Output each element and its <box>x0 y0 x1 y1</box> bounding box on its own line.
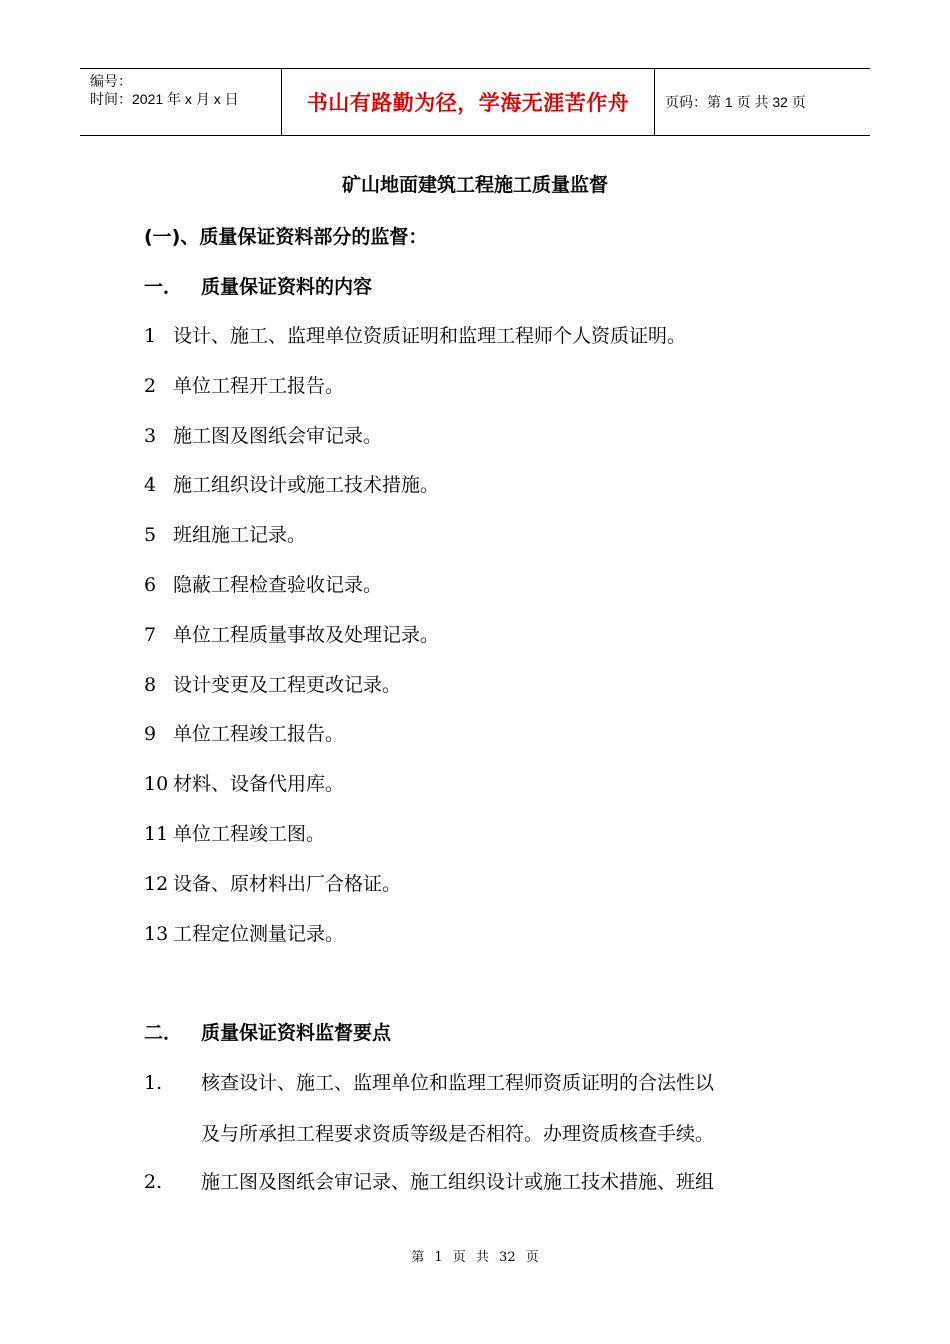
point-number: 1. <box>144 1072 163 1094</box>
section-number: 一． <box>144 276 183 298</box>
list-item <box>144 371 344 398</box>
list-item-number: 11 <box>144 823 169 845</box>
header-motto-cell <box>281 69 655 135</box>
header-table <box>80 68 870 136</box>
list-item <box>144 719 344 746</box>
section-title: 质量保证资料监督要点 <box>201 1022 392 1044</box>
list-item-text: 班组施工记录。 <box>173 524 307 546</box>
list-item-text: 施工图及图纸会审记录。 <box>173 425 383 447</box>
list-item-text: 工程定位测量记录。 <box>173 923 345 945</box>
section-title: 质量保证资料的内容 <box>201 276 373 298</box>
section-number: 二． <box>144 1022 183 1044</box>
list-item-number: 2 <box>144 375 157 397</box>
list-item-text: 设计、施工、监理单位资质证明和监理工程师个人资质证明。 <box>173 325 687 347</box>
page-footer: 第 1 页 共 32 页 <box>411 1250 539 1265</box>
list-item-text: 单位工程开工报告。 <box>173 375 345 397</box>
list-item <box>144 570 382 597</box>
list-item-number: 3 <box>144 425 157 447</box>
header-left-cell <box>80 69 281 135</box>
part-heading: (一)、质量保证资料部分的监督： <box>144 226 428 248</box>
list-item-number: 13 <box>144 923 169 945</box>
list-item <box>144 819 325 846</box>
list-item-number: 9 <box>144 723 157 745</box>
point-text: 施工图及图纸会审记录、施工组织设计或施工技术措施、班组 <box>201 1171 715 1193</box>
list-item-number: 7 <box>144 624 157 646</box>
list-item-text: 隐蔽工程检查验收记录。 <box>173 574 383 596</box>
list-item-number: 4 <box>144 474 157 496</box>
list-item <box>144 520 306 547</box>
list-item-number: 8 <box>144 674 157 696</box>
section-heading-2 <box>144 1018 391 1045</box>
list-item <box>144 620 439 647</box>
page-info: 页码：第 1 页 共 32 页 <box>665 94 806 110</box>
list-item <box>144 869 401 896</box>
list-item-number: 5 <box>144 524 157 546</box>
point-1-continuation: 及与所承担工程要求资质等级是否相符。办理资质核查手续。 <box>201 1123 715 1145</box>
list-item <box>144 670 401 697</box>
list-item-text: 单位工程竣工图。 <box>173 823 326 845</box>
list-item <box>144 769 344 796</box>
list-item-text: 单位工程质量事故及处理记录。 <box>173 624 440 646</box>
document-title: 矿山地面建筑工程施工质量监督 <box>341 174 608 196</box>
list-item-text: 设备、原材料出厂合格证。 <box>173 873 402 895</box>
header-page-cell <box>655 69 870 135</box>
list-item-number: 6 <box>144 574 157 596</box>
list-item-number: 10 <box>144 773 169 795</box>
point-text: 核查设计、施工、监理单位和监理工程师资质证明的合法性以 <box>201 1072 715 1094</box>
list-item-text: 材料、设备代用库。 <box>173 773 345 795</box>
point-1 <box>144 1068 714 1095</box>
point-number: 2. <box>144 1171 163 1193</box>
list-item-text: 施工组织设计或施工技术措施。 <box>173 474 440 496</box>
list-item <box>144 470 439 497</box>
section-heading-1 <box>144 272 372 299</box>
serial-number-label: 编号： <box>90 73 132 89</box>
list-item-text: 设计变更及工程更改记录。 <box>173 674 402 696</box>
list-item <box>144 421 382 448</box>
date-label: 时间：2021 年 x 月 x 日 <box>90 91 239 107</box>
list-item-number: 12 <box>144 873 169 895</box>
point-2 <box>144 1167 714 1194</box>
list-item-text: 单位工程竣工报告。 <box>173 723 345 745</box>
list-item-number: 1 <box>144 325 157 347</box>
motto-text: 书山有路勤为径，学海无涯苦作舟 <box>306 91 630 115</box>
list-item <box>144 321 686 348</box>
list-item <box>144 919 344 946</box>
